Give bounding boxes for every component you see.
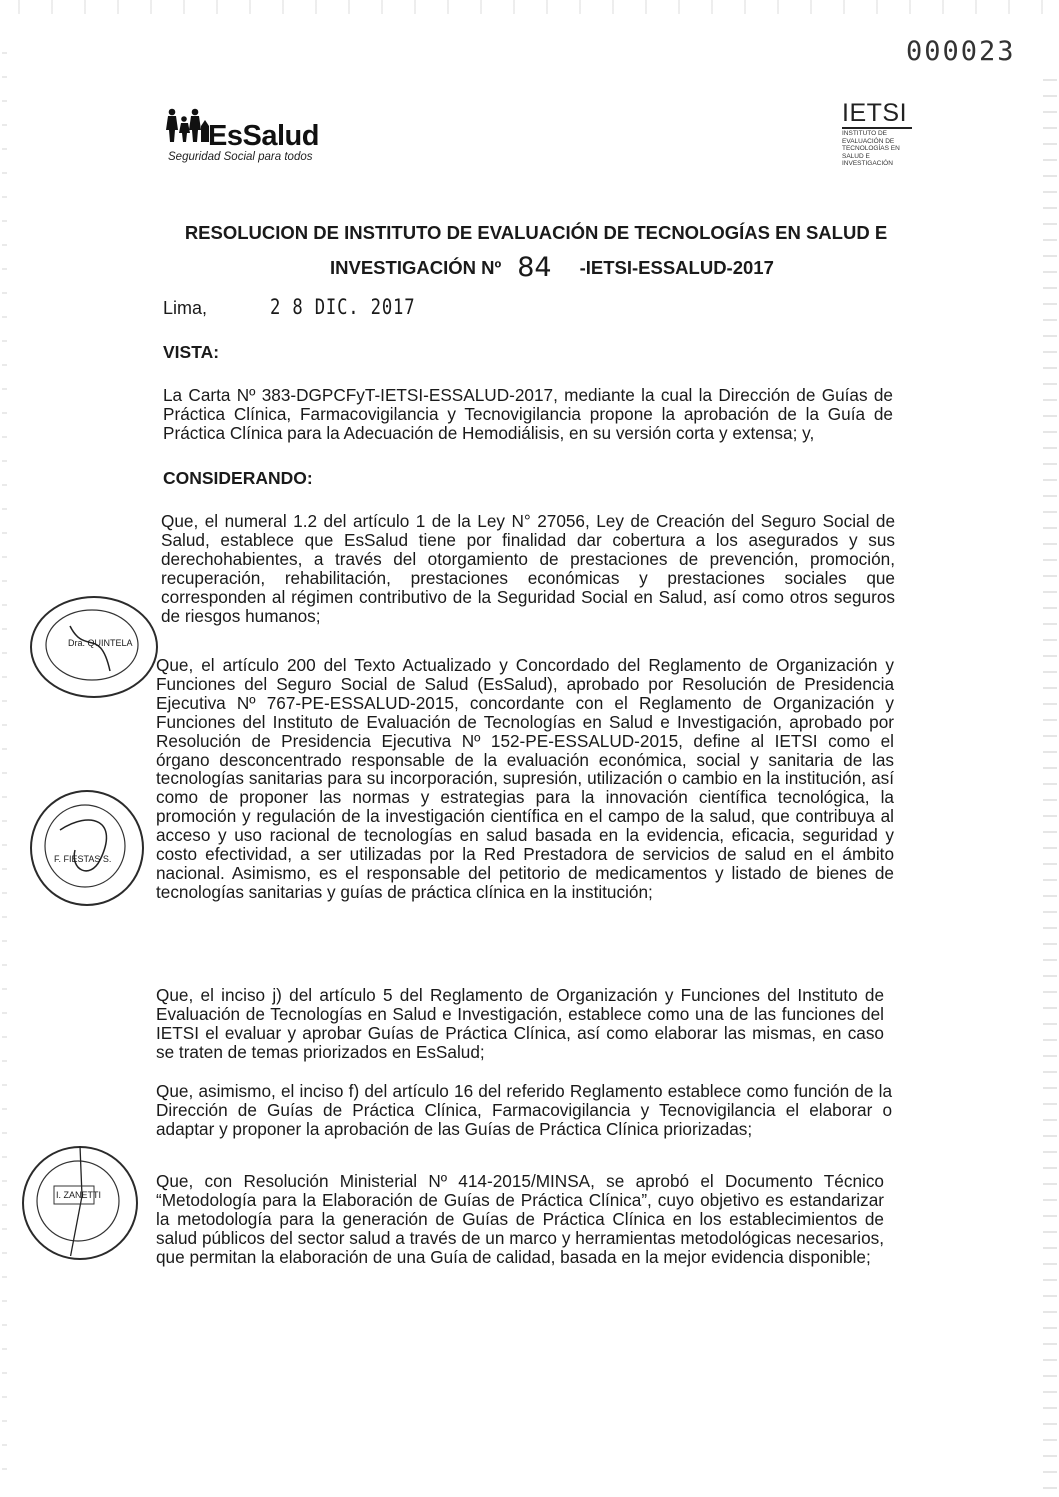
- resolution-prefix: INVESTIGACIÓN Nº: [330, 257, 502, 278]
- seal-ring-icon: [30, 790, 140, 902]
- date-stamp: 2 8 DIC. 2017: [270, 295, 416, 319]
- resolution-title: RESOLUCION DE INSTITUTO DE EVALUACIÓN DE TECNOLOGÍAS EN SALUD E: [184, 222, 888, 243]
- scan-artifact-left: [2, 30, 7, 1470]
- scan-artifact-top: [0, 0, 1059, 14]
- paragraph-1: Que, el numeral 1.2 del artículo 1 de la Ley N° 27056, Ley de Creación del Seguro Social de Salud, establece que EsSalud tiene por finalidad dar cobertura a los asegurados y sus derechohabientes, a través del otorgamiento de prestaciones de prevención, promoción, recuperación, rehabilitación, prestaciones económicas y prestaciones sociales que corresponden al régimen contributivo de la Seguridad Social en Salud, así como otros seguros de riesgos humanos;: [161, 511, 895, 626]
- seal-stamp: [22, 1146, 138, 1260]
- page-number: 000023: [906, 36, 1016, 67]
- resolution-number-line: [330, 250, 774, 281]
- paragraph-2: Que, el artículo 200 del Texto Actualizado y Concordado del Reglamento de Organización y Funciones del Seguro Social de Salud (EsSalud), aprobado por Resolución de Presidencia Ejecutiva Nº 767-PE-ESSALUD-2015, concordante con el Reglamento de Organización y Funciones del Instituto de Evaluación de Tecnologías en Salud e Investigación, aprobado por Resolución de Presidencia Ejecutiva Nº 152-PE-ESSALUD-2015, define al IETSI como el órgano desconcentrado responsable de la evaluación económica, social y sanitaria de las tecnologías sanitarias para su incorporación, supresión, utilización o cambio en la institución, así como de proponer las normas y estrategias para la innovación científica tecnológica, la promoción y regulación de la investigación científica en el campo de la salud, que contribuya al acceso y uso racional de tecnologías en salud basada en la evidencia, eficacia, seguridad y costo efectividad, a ser utilizadas por la Red Prestadora de servicios de salud en el ámbito nacional. Asimismo, es el responsable del petitorio de medicamentos y listado de bienes de tecnologías sanitarias y guías de práctica clínica en la institución;: [156, 655, 894, 902]
- paragraph-3: Que, el inciso j) del artículo 5 del Reglamento de Organización y Funciones del Instituto de Evaluación de Tecnologías en Salud e Investigación, establece como una de las funciones del IETSI el evaluar y aprobar Guías de Práctica Clínica, así como elaborar las mismas, en caso se traten de temas priorizados en EsSalud;: [156, 985, 884, 1062]
- vista-heading: VISTA:: [163, 342, 220, 362]
- vista-paragraph: La Carta Nº 383-DGPCFyT-IETSI-ESSALUD-2017, mediante la cual la Dirección de Guías de Práctica Clínica, Farmacovigilancia y Tecnovigilancia propone la aprobación de la Guía de Práctica Clínica para la Adecuación de Hemodiálisis, en su versión corta y extensa; y,: [163, 385, 893, 443]
- essalud-logo: [166, 106, 346, 168]
- ietsi-underline: [842, 127, 912, 129]
- considerando-heading: CONSIDERANDO:: [163, 468, 313, 488]
- family-figures-icon: [166, 106, 210, 148]
- seal-name: Dra. QUINTELA: [68, 638, 133, 648]
- resolution-number: 84: [517, 252, 552, 283]
- scan-artifact-right: [1043, 70, 1057, 1490]
- seal-ring-icon: [22, 1146, 134, 1256]
- ietsi-subtitle: INSTITUTO DE EVALUACIÓN DE TECNOLOGÍAS EN SALUD E INVESTIGACIÓN: [842, 130, 900, 168]
- paragraph-5: Que, con Resolución Ministerial Nº 414-2015/MINSA, se aprobó el Documento Técnico “Metodología para la Elaboración de Guías de Práctica Clínica”, cuyo objetivo es estandarizar la metodología para la generación de Guías de Práctica Clínica en los establecimientos de salud públicos del sector salud a través de un marco y herramientas metodológicas necesarios, que permitan la elaboración de una Guía de calidad, basada en la mejor evidencia disponible;: [156, 1171, 884, 1267]
- seal-stamp: [30, 596, 158, 698]
- paragraph-4: Que, asimismo, el inciso f) del artículo 16 del referido Reglamento establece como función de la Dirección de Guías de Práctica Clínica, Farmacovigilancia y Tecnovigilancia el elaborar o adaptar y proponer la aprobación de las Guías de Práctica Clínica priorizadas;: [156, 1081, 892, 1139]
- place: Lima,: [163, 298, 208, 318]
- ietsi-logo: [842, 100, 932, 180]
- ietsi-title: IETSI: [842, 99, 908, 127]
- logo-tagline: Seguridad Social para todos: [168, 151, 313, 163]
- resolution-suffix: -IETSI-ESSALUD-2017: [579, 257, 774, 278]
- logo-name: EsSalud: [208, 120, 319, 152]
- seal-name: F. FIESTAS S.: [54, 854, 112, 864]
- seal-name: I. ZANETTI: [56, 1190, 101, 1200]
- seal-stamp: [30, 790, 144, 906]
